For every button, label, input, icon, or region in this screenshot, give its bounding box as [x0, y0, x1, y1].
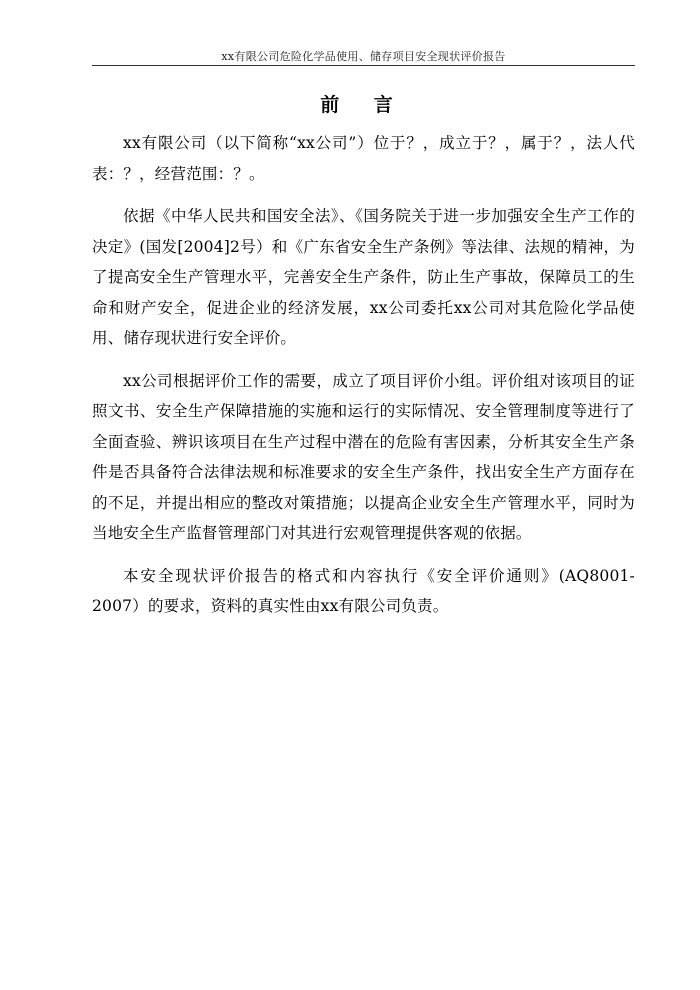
paragraph-format-statement: 本安全现状评价报告的格式和内容执行《安全评价通则》(AQ8001-2007）的要求，资料的真实性由xx有限公司负责。 [92, 566, 635, 615]
running-header: xx有限公司危险化学品使用、储存项目安全现状评价报告 [221, 50, 506, 63]
paragraph-evaluation-process: xx公司根据评价工作的需要，成立了项目评价小组。评价组对该项目的证照文书、安全生产保障措施的实施和运行的实际情况、安全管理制度等进行了全面查验、辨识该项目在生产过程中潜在的危险有害因素，分析其安全生产条件是否具备符合法律法规和标准要求的安全生产条件，找出安全生产方面存在的不足，并提出相应的整改对策措施；以提高企业安全生产管理水平，同时为当地安全生产监督管理部门对其进行宏观管理提供客观的依据。 [92, 371, 635, 542]
paragraph-legal-basis: 依据《中华人民共和国安全法》、《国务院关于进一步加强安全生产工作的决定》(国发[2004]2号）和《广东省安全生产条例》等法律、法规的精神，为了提高安全生产管理水平，完善安全生产条件，防止生产事故，保障员工的生命和财产安全，促进企业的经济发展，xx公司委托xx公司对其危险化学品使用、储存现状进行安全评价。 [92, 207, 635, 347]
header-divider [92, 65, 635, 66]
body-text [92, 128, 635, 622]
page-title: 前 言 [320, 94, 407, 116]
paragraph-company-intro: xx有限公司（以下简称“xx公司”）位于？，成立于？，属于？，法人代表：？，经营范围：？。 [92, 134, 635, 183]
